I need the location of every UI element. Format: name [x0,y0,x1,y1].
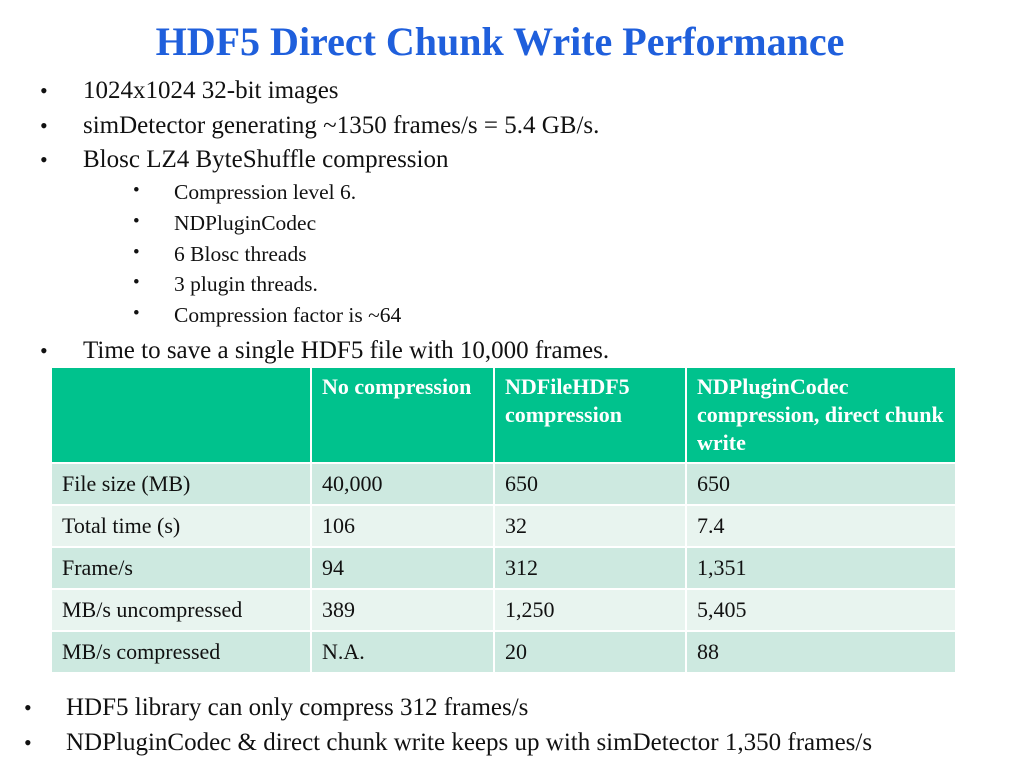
bullet-text: NDPluginCodec & direct chunk write keeps up with simDetector 1,350 frames/s [66,729,873,756]
bullet-item [40,109,599,144]
sub-bullet-item [80,300,401,331]
row-label: Total time (s) [51,505,311,547]
sub-bullet-text: NDPluginCodec [174,210,317,235]
bullet-dot: • [40,78,48,103]
bullet-text: HDF5 library can only compress 312 frames/s [66,694,529,721]
row-label: Frame/s [51,547,311,589]
bullet-item [40,74,599,109]
bullet-dot: • [24,695,32,720]
sub-bullet-item [80,269,401,300]
row-label: MB/s uncompressed [51,589,311,631]
bottom-bullet-list [24,690,872,760]
bullet-dot: • [40,112,48,138]
sub-bullet-text: Compression level 6. [174,180,357,204]
table-cell: 312 [494,547,686,589]
bullet-item [24,690,872,725]
table-row [51,589,956,631]
table-cell: 106 [311,505,494,547]
table-header-cell: NDFileHDF5 compression [494,367,686,463]
table-cell: 94 [311,547,494,589]
table-row [51,505,956,547]
table-cell: 650 [686,463,956,505]
table-cell: 88 [686,631,956,673]
sub-bullet-item [80,177,401,208]
table-cell: 1,351 [686,547,956,589]
bullet-dot: • [40,338,48,363]
bullet-text: Blosc LZ4 ByteShuffle compression [83,146,449,173]
table-cell: 20 [494,631,686,673]
bullet-dot: • [40,147,48,172]
table-cell: 650 [494,463,686,505]
table-header-cell: NDPluginCodec compression, direct chunk write [686,367,956,463]
bullet-dot: • [133,180,140,201]
bullet-dot: • [133,272,140,294]
table-header-row [51,367,956,463]
bullet-item [40,334,609,368]
bullet-text: 1024x1024 32-bit images [83,77,339,104]
table-row [51,547,956,589]
table-cell: 5,405 [686,589,956,631]
sub-bullet-text: 3 plugin threads. [174,272,318,297]
table-cell: N.A. [311,631,494,673]
bullet-item [40,143,599,178]
table-row [51,631,956,673]
top-bullet-list [40,74,599,178]
table-cell: 389 [311,589,494,631]
bullet-dot: • [133,241,140,263]
performance-table [50,366,957,674]
row-label: MB/s compressed [51,631,311,673]
sub-bullet-text: Compression factor is ~64 [174,303,402,328]
table-row [51,463,956,505]
bullet-dot: • [24,730,32,755]
table-cell: 32 [494,505,686,547]
row-label: File size (MB) [51,463,311,505]
bullet-dot: • [133,210,140,232]
sub-bullet-text: 6 Blosc threads [174,241,307,266]
time-bullet-list [40,334,609,368]
bullet-item [24,725,872,760]
bullet-text: Time to save a single HDF5 file with 10,000 frames. [83,337,610,364]
slide-title: HDF5 Direct Chunk Write Performance [155,19,845,64]
table-cell: 7.4 [686,505,956,547]
sub-bullet-list [80,177,401,331]
sub-bullet-item [80,239,401,270]
bullet-dot: • [133,303,140,325]
sub-bullet-item [80,208,401,239]
bullet-text: simDetector generating ~1350 frames/s = 5.4 GB/s. [83,111,600,139]
table-header-cell [51,367,311,463]
table-cell: 1,250 [494,589,686,631]
table-cell: 40,000 [311,463,494,505]
table-header-cell: No compression [311,367,494,463]
